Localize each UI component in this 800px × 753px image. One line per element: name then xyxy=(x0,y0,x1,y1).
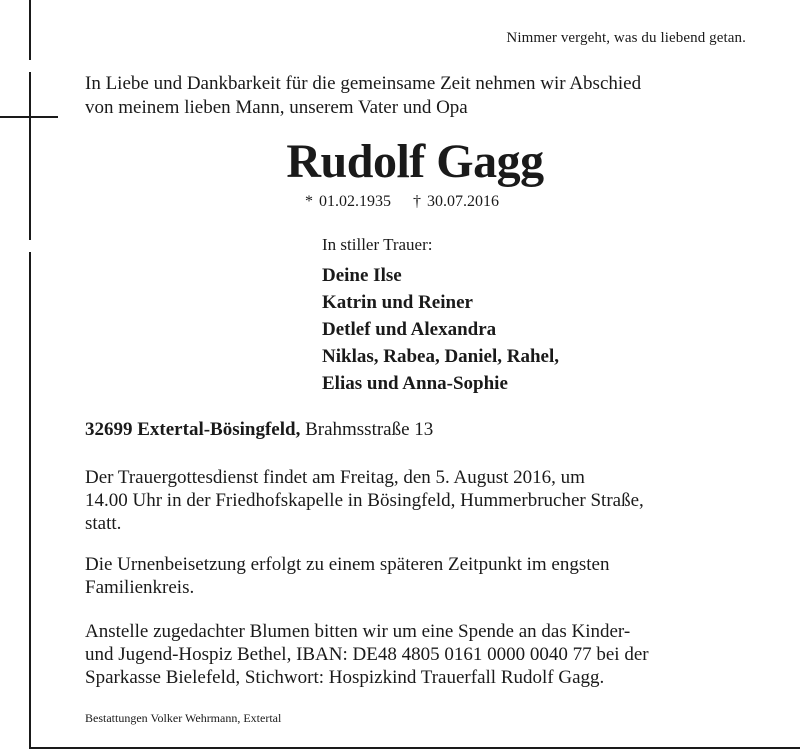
address xyxy=(85,419,433,441)
service-paragraph xyxy=(85,466,745,535)
intro-text xyxy=(85,72,641,120)
paragraph-line: Die Urnenbeisetzung erfolgt zu einem späteren Zeitpunkt im engsten xyxy=(85,554,610,575)
mourner-line: Elias und Anna-Sophie xyxy=(322,373,508,394)
mourner-line: Katrin und Reiner xyxy=(322,292,473,313)
paragraph-line: Familienkreis. xyxy=(85,577,195,598)
life-dates xyxy=(305,193,499,211)
paragraph-line: Anstelle zugedachter Blumen bitten wir um eine Spende an das Kinder- xyxy=(85,621,631,642)
motto: Nimmer vergeht, was du liebend getan. xyxy=(506,30,746,46)
cross-icon-horizontal xyxy=(0,116,58,118)
address-street: Brahmsstraße 13 xyxy=(305,419,434,440)
burial-paragraph xyxy=(85,553,745,599)
mourner-line: Deine Ilse xyxy=(322,265,402,286)
address-place: 32699 Extertal-Bösingfeld, xyxy=(85,419,301,440)
frame-gap xyxy=(28,240,32,252)
intro-line: von meinem lieben Mann, unserem Vater und Opa xyxy=(85,97,468,118)
deceased-name: Rudolf Gagg xyxy=(286,135,544,188)
mourners-label: In stiller Trauer: xyxy=(322,235,433,254)
paragraph-line: Der Trauergottesdienst findet am Freitag, den 5. August 2016, um xyxy=(85,467,585,488)
funeral-home: Bestattungen Volker Wehrmann, Extertal xyxy=(85,711,282,725)
death-date: † 30.07.2016 xyxy=(413,193,499,210)
donation-paragraph xyxy=(85,620,745,689)
paragraph-line: und Jugend-Hospiz Bethel, IBAN: DE48 4805 0161 0000 0040 77 bei der xyxy=(85,644,649,665)
paragraph-line: Sparkasse Bielefeld, Stichwort: Hospizkind Trauerfall Rudolf Gagg. xyxy=(85,667,605,688)
mourners-list xyxy=(322,262,559,397)
mourner-line: Detlef und Alexandra xyxy=(322,319,497,340)
frame-gap xyxy=(28,60,32,72)
birth-date: * 01.02.1935 xyxy=(305,193,391,210)
mourner-line: Niklas, Rabea, Daniel, Rahel, xyxy=(322,346,559,367)
paragraph-line: statt. xyxy=(85,513,122,534)
intro-line: In Liebe und Dankbarkeit für die gemeinsame Zeit nehmen wir Abschied xyxy=(85,73,642,94)
paragraph-line: 14.00 Uhr in der Friedhofskapelle in Bösingfeld, Hummerbrucher Straße, xyxy=(85,490,644,511)
